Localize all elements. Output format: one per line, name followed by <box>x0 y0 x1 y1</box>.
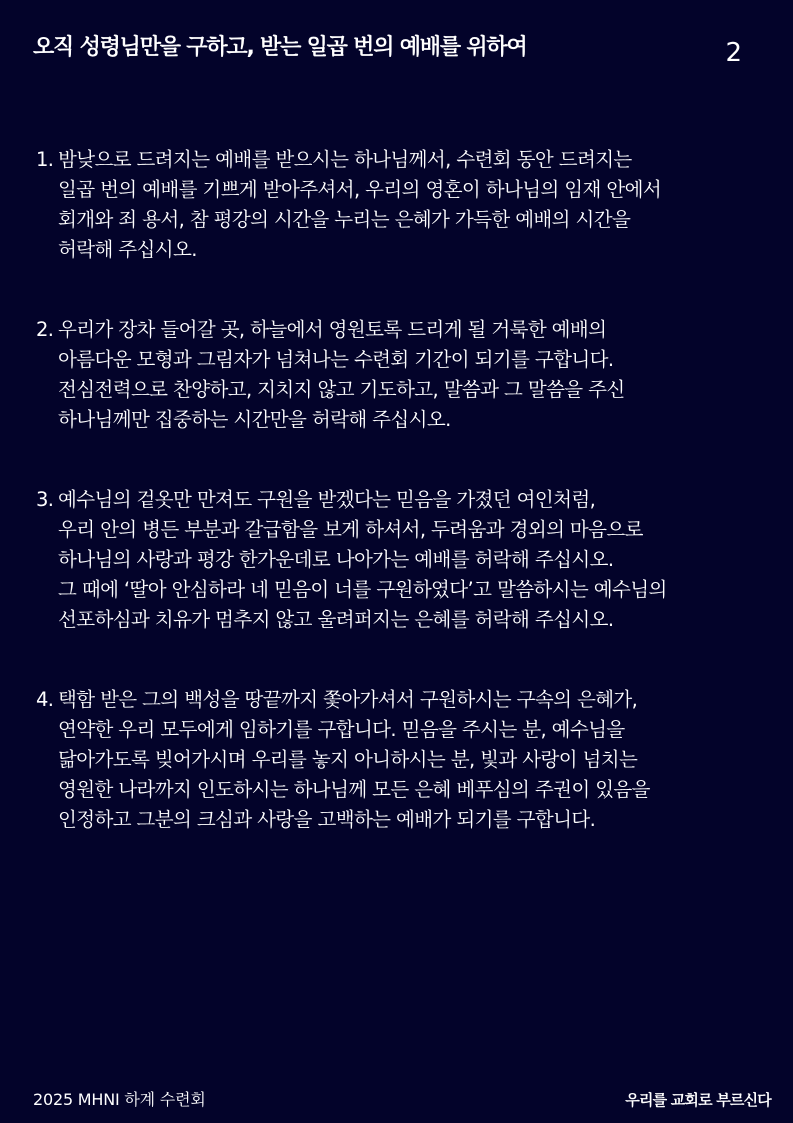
prayer-line: 일곱 번의 예배를 기쁘게 받아주셔서, 우리의 영혼이 하나님의 임재 안에서 <box>58 178 662 201</box>
prayer-line: 아름다운 모형과 그림자가 넘쳐나는 수련회 기간이 되기를 구합니다. <box>58 348 614 371</box>
prayer-line: 선포하심과 치유가 멈추지 않고 울려퍼지는 은혜를 허락해 주십시오. <box>58 608 614 631</box>
prayer-item <box>36 685 766 835</box>
footer-theme-label: 우리를 교회로 부르신다 <box>625 1091 771 1109</box>
prayer-number: 3. <box>36 488 54 511</box>
prayer-item <box>36 145 766 265</box>
prayer-line: 우리 안의 병든 부분과 갈급함을 보게 하셔서, 두려움과 경외의 마음으로 <box>58 518 643 541</box>
footer-event-label: 2025 MHNI 하계 수련회 <box>33 1090 206 1109</box>
prayer-line: 회개와 죄 용서, 참 평강의 시간을 누리는 은혜가 가득한 예배의 시간을 <box>58 208 631 231</box>
page-number: 2 <box>725 38 742 68</box>
prayer-line: 허락해 주십시오. <box>58 238 197 261</box>
prayer-line: 하나님께만 집중하는 시간만을 허락해 주십시오. <box>58 408 451 431</box>
prayer-number: 1. <box>36 148 54 171</box>
prayer-line: 영원한 나라까지 인도하시는 하나님께 모든 은혜 베푸심의 주권이 있음을 <box>58 778 650 801</box>
prayer-line: 연약한 우리 모두에게 임하기를 구합니다. 믿음을 주시는 분, 예수님을 <box>58 718 625 741</box>
prayer-line: 우리가 장차 들어갈 곳, 하늘에서 영원토록 드리게 될 거룩한 예배의 <box>58 318 607 341</box>
prayer-line: 닮아가도록 빚어가시며 우리를 놓지 아니하시는 분, 빛과 사랑이 넘치는 <box>58 748 638 771</box>
page-title: 오직 성령님만을 구하고, 받는 일곱 번의 예배를 위하여 <box>33 35 527 60</box>
prayer-line: 밤낮으로 드려지는 예배를 받으시는 하나님께서, 수련회 동안 드려지는 <box>58 148 632 171</box>
prayer-line: 예수님의 겉옷만 만져도 구원을 받겠다는 믿음을 가졌던 여인처럼, <box>58 488 596 511</box>
prayer-line: 하나님의 사랑과 평강 한가운데로 나아가는 예배를 허락해 주십시오. <box>58 548 614 571</box>
prayer-item <box>36 485 766 635</box>
prayer-line: 전심전력으로 찬양하고, 지치지 않고 기도하고, 말씀과 그 말씀을 주신 <box>58 378 625 401</box>
prayer-number: 4. <box>36 688 54 711</box>
prayer-line: 그 때에 ‘딸아 안심하라 네 믿음이 너를 구원하였다’고 말씀하시는 예수님의 <box>58 578 667 601</box>
prayer-line: 택함 받은 그의 백성을 땅끝까지 쫓아가셔서 구원하시는 구속의 은혜가, <box>58 688 638 711</box>
prayer-line: 인정하고 그분의 크심과 사랑을 고백하는 예배가 되기를 구합니다. <box>58 808 596 831</box>
prayer-list <box>36 145 766 835</box>
prayer-item <box>36 315 766 435</box>
prayer-number: 2. <box>36 318 54 341</box>
